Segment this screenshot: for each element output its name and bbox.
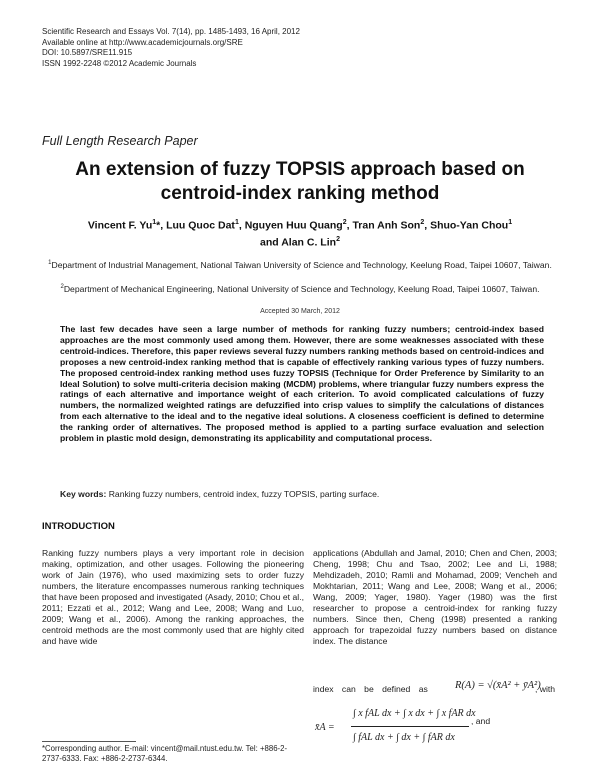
centroid-formula-numerator: ∫ x fAL dx + ∫ x dx + ∫ x fAR dx: [353, 708, 476, 719]
paper-type: Full Length Research Paper: [42, 134, 198, 148]
distance-index-formula: R(A) = √(x̄A² + ȳA²): [455, 680, 541, 691]
author-list: Vincent F. Yu$^1$*, Luu Quoc Dat$^1$, Nguyen Huu Quang$^2$, Tran Anh Son$^2$, Shuo-Yan Chou$^1$ and Alan C. Lin$^2$: [87, 219, 513, 248]
intro-right-column: applications (Abdullah and Jamal, 2010; Chen and Chen, 2003; Cheng, 1998; Chu and Tsao, 2002; Lee and Li, 1988; Mehdizadeh, 2010; Ramli and Mohamad, 2009; Vencheh and Mokhtarian, 2011; Wang and Lee, 2008; Wang et al., 2006; Wang, 2009; Yager, 1980). Yager (1980) was the first researcher to propose a centroid-index for ranking fuzzy numbers. Since then, Cheng (1998) presented a ranking approach for trapezoidal fuzzy numbers based on distance index. The distance: [313, 548, 557, 646]
corresponding-mark: *: [156, 219, 161, 232]
fraction-bar: [351, 726, 469, 727]
paper-title: An extension of fuzzy TOPSIS approach based on centroid-index ranking method: [75, 159, 525, 204]
author-name: Tran Anh Son: [352, 219, 421, 232]
distance-index-tail: , with: [535, 684, 556, 694]
corresponding-author-footnote: *Corresponding author. E-mail: vincent@mail.ntust.edu.tw. Tel: +886-2-2737-6333. Fax: +886-2-2737-6344.: [42, 744, 288, 763]
author-name: Alan C. Lin: [281, 236, 337, 248]
author-affiliation-mark: 1: [234, 219, 239, 226]
keywords-label: Key words:: [60, 489, 107, 499]
author-affiliation-mark: 2: [342, 219, 347, 226]
author-name: Nguyen Huu Quang: [244, 219, 343, 232]
distance-index-lead: index can be defined as: [313, 684, 428, 694]
section-heading-introduction: INTRODUCTION: [42, 521, 115, 532]
affiliation-mark: 2: [60, 284, 64, 290]
author-name: Luu Quoc Dat: [166, 219, 235, 232]
author-affiliation-mark: 1: [508, 219, 513, 226]
centroid-formula-and: , and: [471, 716, 491, 726]
author-affiliation-mark: 2: [336, 235, 340, 243]
author-affiliation-mark: 1: [152, 219, 157, 226]
journal-info: [42, 27, 300, 69]
author-name: Vincent F. Yu: [87, 219, 153, 232]
affiliation-1: [40, 258, 560, 271]
affiliation-text: Department of Industrial Management, National Taiwan University of Science and Technology, Keelung Road, Taipei 10607, Taiwan.: [51, 259, 552, 270]
distance-index-line: [313, 680, 557, 700]
centroid-formula-denominator: ∫ fAL dx + ∫ dx + ∫ fAR dx: [353, 732, 455, 743]
affiliation-mark: 1: [48, 260, 52, 266]
affiliation-text: Department of Mechanical Engineering, National University of Science and Technology, Keelung Road, Taipei 10607, Taiwan.: [63, 283, 540, 294]
intro-left-column: Ranking fuzzy numbers plays a very important role in decision making, optimization, and other usages. Following the pioneering work of Jain (1976), who used maximizing sets to order fuzzy numbers, the literature encompasses numerous ranking techniques that have been proposed and investigated (Asady, 2010; Chou et al., 2011; Ezzati et al., 2012; Wang and Lee, 2008; Wang and Luo, 2009; Wang et al., 2006). Among the ranking approaches, the centroid methods are the most commonly used that are highly cited and have wide: [42, 548, 304, 646]
journal-doi: DOI: 10.5897/SRE11.915: [42, 48, 133, 58]
centroid-formula: [313, 704, 513, 756]
journal-issn: ISSN 1992-2248 ©2012 Academic Journals: [42, 58, 197, 68]
author-affiliation-mark: 2: [420, 219, 425, 226]
footnote-divider: [42, 741, 136, 742]
author-name: Shuo-Yan Chou: [430, 219, 509, 232]
journal-citation: Scientific Research and Essays Vol. 7(14), pp. 1485-1493, 16 April, 2012: [42, 27, 300, 36]
accepted-date: Accepted 30 March, 2012: [260, 308, 340, 315]
abstract: The last few decades have seen a large number of methods for ranking fuzzy numbers; centroid-index based approaches are the most commonly used among them. However, there are some weaknesses associated with these centroid-indices. Therefore, this paper reviews several fuzzy numbers ranking methods based on centroid-indices and proposes a new centroid-index ranking method that is capable of effectively ranking various types of fuzzy numbers. The proposed centroid-index ranking method uses fuzzy TOPSIS (Technique for Order Preference by Similarity to an Ideal Solution) to solve multi-criteria decision making (MCDM) problems, where triangular fuzzy numbers express the ratings of each alternative and importance weight of each criterion. To avoid complicated calculations of fuzzy numbers, the normalized weighted ratings are defuzzified into crisp values to simplify the calculations of distances from each alternative to the ideal and to the negative ideal solutions. A closeness coefficient is defined to determine the ranking order of alternatives. The proposed method is applied to a parting surface evaluation and selection problem in plastic mold design, demonstrating its applicability and computational process.: [60, 324, 544, 444]
journal-url: Available online at http://www.academicjournals.org/SRE: [42, 37, 243, 47]
keywords-text: Ranking fuzzy numbers, centroid index, fuzzy TOPSIS, parting surface.: [108, 489, 380, 499]
centroid-formula-lhs: x̄A =: [315, 722, 335, 733]
keywords: [60, 489, 544, 500]
affiliation-2: [40, 282, 560, 295]
